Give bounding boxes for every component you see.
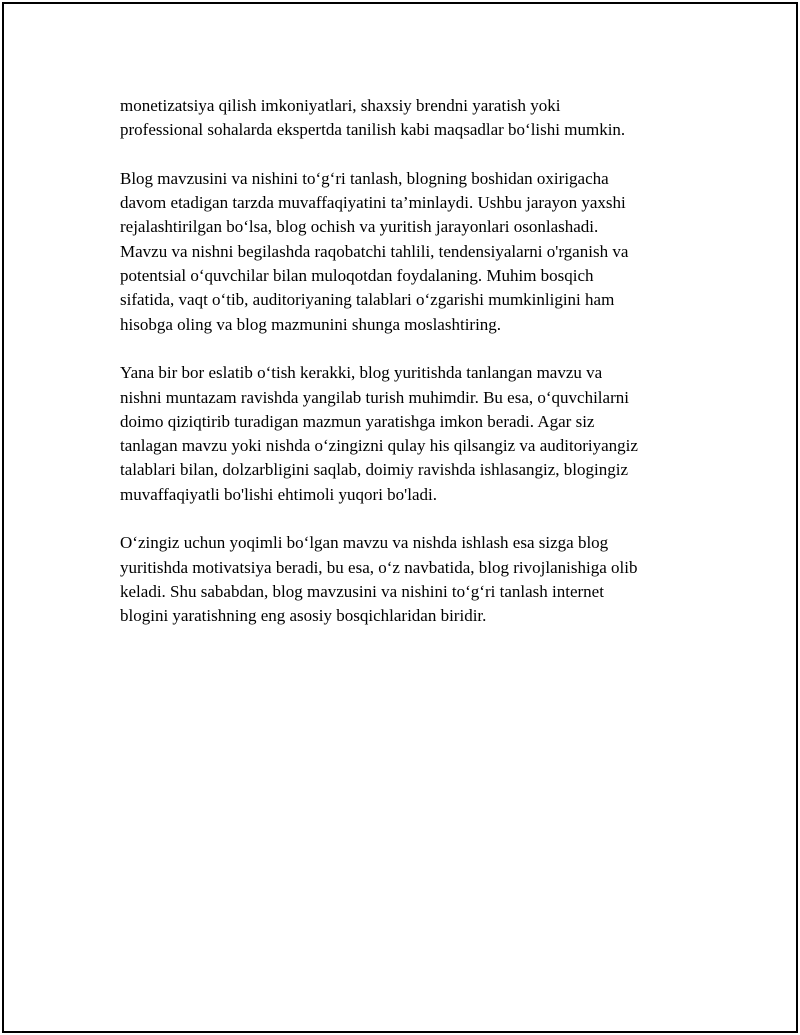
paragraph-2: Blog mavzusini va nishini to‘g‘ri tanlash, blogning boshidan oxirigacha davom etadigan tarzda muvaffaqiyatini ta’minlaydi. Ushbu jarayon yaxshi rejalashtirilgan bo‘lsa, blog ochish va yuritish jarayonlari osonlashadi. Mavzu va nishni begilashda raqobatchi tahlili, tendensiyalarni o'rganish va potentsial o‘quvchilar bilan muloqotdan foydalaning. Muhim bosqich sifatida, vaqt o‘tib, auditoriyaning talablari o‘zgarishi mumkinligini ham hisobga oling va blog mazmunini shunga moslashtiring. [120,168,629,334]
paragraph-4: O‘zingiz uchun yoqimli bo‘lgan mavzu va nishda ishlash esa sizga blog yuritishda motivatsiya beradi, bu esa, o‘z navbatida, blog rivojlanishiga olib keladi. Shu sababdan, blog mavzusini va nishini to‘g‘ri tanlash internet blogini yaratishning eng asosiy bosqichlaridan biridir. [120,533,638,626]
paragraph-3: Yana bir bor eslatib o‘tish kerakki, blog yuritishda tanlangan mavzu va nishni muntazam ravishda yangilab turish muhimdir. Bu esa, o‘quvchilarni doimo qiziqtirib turadigan mazmun yaratishga imkon beradi. Agar siz tanlagan mavzu yoki nishda o‘zingizni qulay his qilsangiz va auditoriyangiz talablari bilan, dolzarbligini saqlab, doimiy ravishda ishlasangiz, blogingiz muvaffaqiyatli bo'lishi ehtimoli yuqori bo'ladi. [120,363,638,504]
page-frame [2,2,798,1033]
document-body [120,94,700,653]
paragraph-1: monetizatsiya qilish imkoniyatlari, shaxsiy brendni yaratish yoki professional sohalarda ekspertda tanilish kabi maqsadlar bo‘lishi mumkin. [120,96,626,140]
